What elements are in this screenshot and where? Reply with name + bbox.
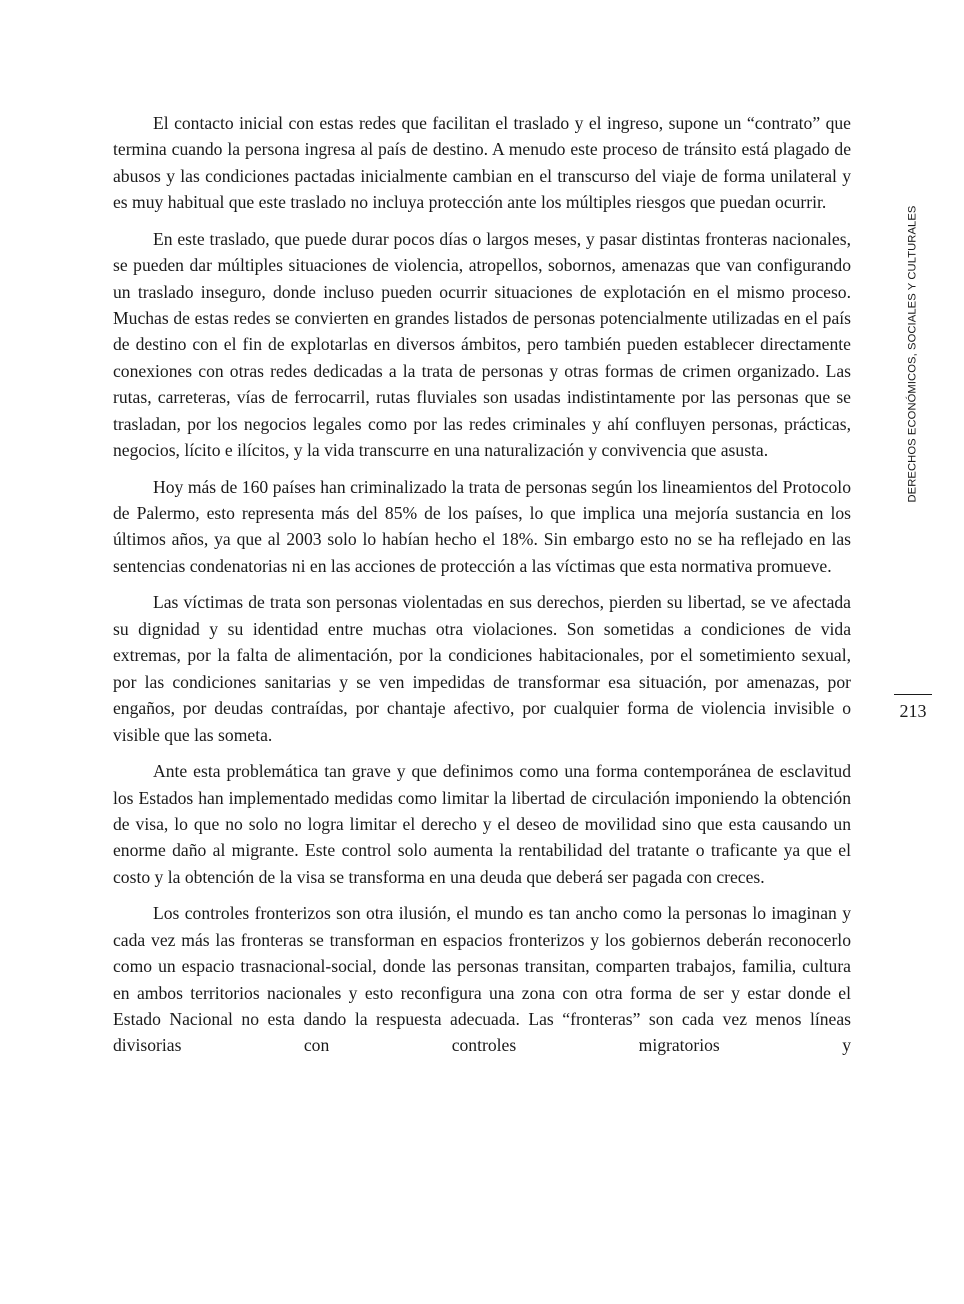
body-paragraph-3: Hoy más de 160 países han criminalizado la trata de personas según los lineamientos del Protocolo de Palermo, esto representa más del 85% de los países, lo que implica una mejoría sustancia en los últimos años, ya que al 2003 solo lo habían hecho el 18%. Sin embargo esto no se ha reflejado en las sentencias condenatorias ni en las acciones de protección a las víctimas que esta normativa promueve. <box>113 476 851 576</box>
page-number-rule <box>894 694 932 695</box>
body-paragraph-5: Ante esta problemática tan grave y que definimos como una forma contemporánea de esclavitud los Estados han implementado medidas como limitar la libertad de circulación imponiendo la obtención de visa, lo que no solo no logra limitar el derecho y el deseo de movilidad sino que esta causando un enorme daño al migrante. Este control solo aumenta la rentabilidad del tratante o traficante ya que el costo y la obtención de la visa se transforma en una deuda que deberá ser pagada con creces. <box>113 761 851 887</box>
page-number: 213 <box>899 701 927 721</box>
body-paragraph-6: Los controles fronterizos son otra ilusión, el mundo es tan ancho como la personas lo imaginan y cada vez más las fronteras se transforman en espacios fronterizos y los gobiernos deberán reconocerlo como un espacio trasnacional-social, donde las personas transitan, comparten trabajos, familia, cultura en ambos territorios nacionales y esto reconfigura una zona con otra forma de ser y estar donde el Estado Nacional no esta dando la respuesta adecuada. Las “fronteras” son cada vez menos líneas divisorias con controles migratorios y <box>113 903 851 1056</box>
page-body <box>113 110 851 1069</box>
running-head-text: DERECHOS ECONÓMICOS, SOCIALES Y CULTURALES <box>906 205 919 503</box>
body-paragraph-4: Las víctimas de trata son personas violentadas en sus derechos, pierden su libertad, se ve afectada su dignidad y su identidad entre muchas otra violaciones. Son sometidas a condiciones de vida extremas, por la falta de alimentación, por la condiciones habitacionales, por el sometimiento sexual, por las condiciones sanitarias y se ven impedidas de transformar esa situación, por amenazas, por engaños, por deudas contraídas, por chantaje afectivo, por cualquier forma de violencia invisible o visible que las someta. <box>113 592 851 745</box>
running-head <box>898 195 926 513</box>
body-paragraph-1: El contacto inicial con estas redes que facilitan el traslado y el ingreso, supone un “contrato” que termina cuando la persona ingresa al país de destino. A menudo este proceso de tránsito está plagado de abusos y las condiciones pactadas inicialmente cambian en el transcurso del viaje de forma unilateral y es muy habitual que este traslado no incluya protección ante los múltiples riesgos que puedan ocurrir. <box>113 113 851 213</box>
body-paragraph-2: En este traslado, que puede durar pocos días o largos meses, y pasar distintas fronteras nacionales, se pueden dar múltiples situaciones de violencia, atropellos, sobornos, amenazas que van configurando un traslado inseguro, donde incluso pueden ocurrir situaciones de explotación en el mismo proceso. Muchas de estas redes se convierten en grandes listados de personas potencialmente utilizadas en el país de destino con el fin de explotarlas en diversos ámbitos, pero también pueden establecer directamente conexiones con otras redes dedicadas a la trata de personas y otras formas de crimen organizado. Las rutas, carreteras, vías de ferrocarril, rutas fluviales son usadas indistintamente por las personas que se trasladan, por los negocios legales como por las redes criminales y ahí confluyen personas, prácticas, negocios, lícito e ilícitos, y la vida transcurre en una naturalización y convivencia que asusta. <box>113 228 851 461</box>
